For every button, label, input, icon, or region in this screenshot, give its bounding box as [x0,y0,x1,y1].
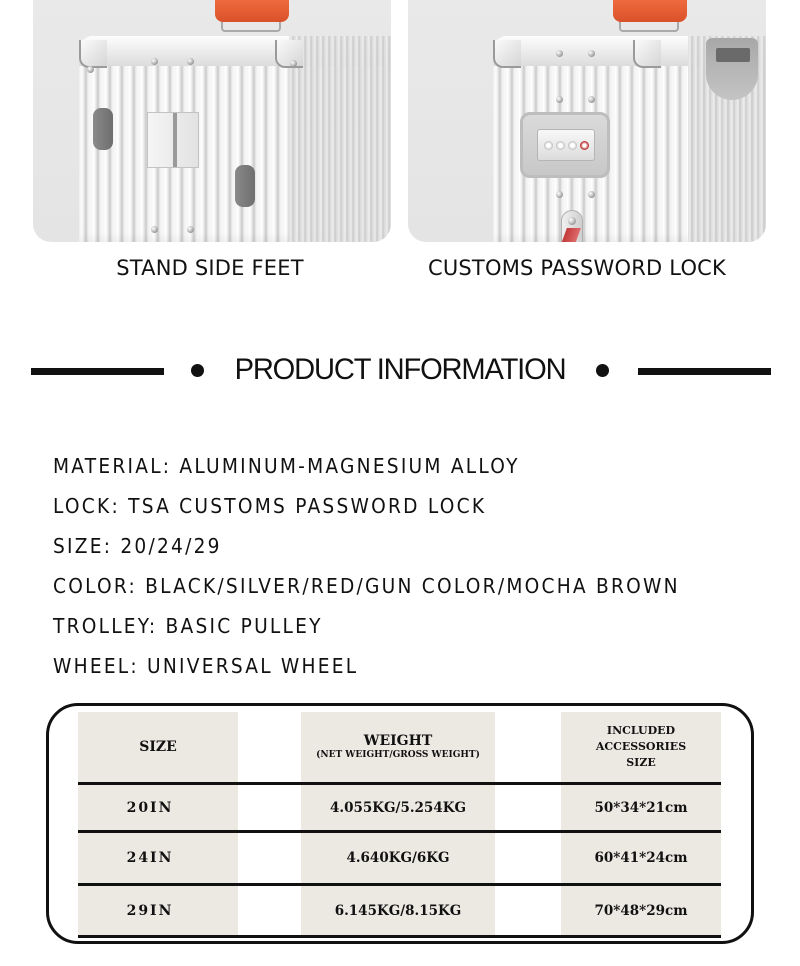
section-title: PRODUCT INFORMATION [234,353,566,386]
spec-lock: LOCK: TSA CUSTOMS PASSWORD LOCK [53,494,487,518]
table-row-size: 24IN [126,850,174,866]
side-handle-recess-icon [706,38,758,100]
table-row-weight: 6.145KG/8.15KG [334,902,462,919]
stand-foot-icon [93,108,113,150]
corner-guard-icon [493,40,521,68]
table-row-weight: 4.640KG/6KG [346,850,450,866]
top-handle-icon [613,0,687,22]
table-row-size: 20IN [126,799,174,816]
spec-color: COLOR: BLACK/SILVER/RED/GUN COLOR/MOCHA BROWN [53,574,680,598]
hinge-icon [147,112,199,168]
table-header-weight: WEIGHT (NET WEIGHT/GROSS WEIGHT) [316,733,480,760]
table-rule [78,935,721,938]
divider-line [31,368,164,375]
table-row-dims: 50*34*21cm [594,799,688,816]
table-header-accessories-size: INCLUDED ACCESSORIES SIZE [595,724,687,769]
table-row-weight: 4.055KG/5.254KG [329,799,466,816]
spec-trolley: TROLLEY: BASIC PULLEY [53,614,323,638]
feature-photo-customs-lock [408,0,766,242]
table-row-size: 29IN [126,902,174,919]
suitcase-body [79,36,391,242]
bullet-dot-icon [191,364,204,377]
stand-foot-icon [235,165,255,207]
feature-caption: STAND SIDE FEET [116,256,304,280]
tsa-lock-icon [520,112,610,178]
feature-photo-stand-side-feet [33,0,391,242]
table-header-size: SIZE [139,738,177,755]
divider-line [638,368,771,375]
spec-wheel: WHEEL: UNIVERSAL WHEEL [53,654,359,678]
corner-guard-icon [275,40,303,68]
corner-guard-icon [79,40,107,68]
table-row-dims: 70*48*29cm [594,902,688,919]
top-handle-icon [215,0,289,22]
bullet-dot-icon [596,364,609,377]
feature-caption: CUSTOMS PASSWORD LOCK [427,256,727,280]
spec-material: MATERIAL: ALUMINUM-MAGNESIUM ALLOY [53,454,520,478]
corner-guard-icon [633,40,661,68]
table-row-dims: 60*41*24cm [594,850,688,866]
spec-size: SIZE: 20/24/29 [53,534,222,558]
